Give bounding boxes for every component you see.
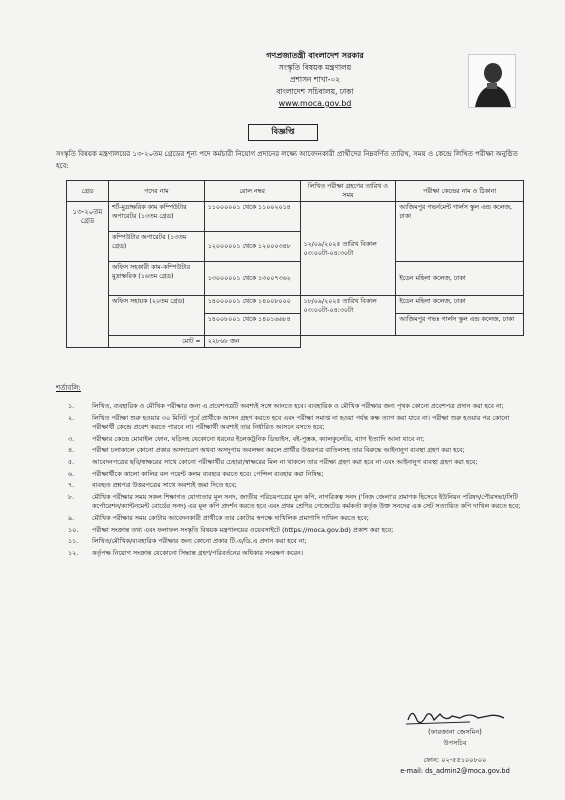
conditions-list	[56, 402, 526, 560]
roll-cell: ১৪০০০০০১ থেকে ১৪০০৮০০০	[204, 296, 300, 314]
condition-text: পরীক্ষার কেন্দ্রে মোবাইল ফোন, ঘড়িসহ যেকোনো ধরনের ইলেকট্রনিক ডিভাইস, বই-পুস্তক, ক্যালকুলেটর, ব্যাগ ইত্যাদি আনা যাবে না;	[92, 434, 425, 443]
government-title: গণপ্রজাতন্ত্রী বাংলাদেশ সরকার	[266, 51, 364, 60]
list-item	[56, 470, 526, 480]
list-item	[56, 537, 526, 547]
empty-cell	[300, 336, 524, 348]
condition-text: পরীক্ষা সংক্রান্ত তথ্য এবং ফলাফল সংস্কৃতি বিষয়ক মন্ত্রণালয়ের ওয়েবসাইটে (https://moca.gov.bd) প্রকাশ করা হবে;	[92, 525, 394, 534]
condition-number: ১২.	[68, 548, 79, 557]
condition-text: পরীক্ষার্থীকে কালো কালির বল পয়েন্ট কলম ব্যবহার করতে হবে। পেন্সিল ব্যবহার করা নিষিদ্ধ;	[92, 469, 324, 478]
signatory-designation: উপসচিব	[443, 739, 467, 747]
total-value: ২২৮৬৮ জন	[204, 336, 300, 348]
table-row	[67, 262, 524, 296]
condition-number: ৭.	[68, 481, 75, 490]
handwritten-signature	[400, 706, 510, 728]
center-cell: ইডেন মহিলা কলেজ, ঢাকা	[396, 296, 524, 314]
list-item	[56, 526, 526, 536]
condition-text: লিখিত পরীক্ষা শুরু হওয়ার ৩০ মিনিট পূর্বে প্রার্থীকে আসন গ্রহণ করতে হবে এবং পরীক্ষা সমাপ্ত না হওয়া পর্যন্ত কক্ষ ত্যাগ করা যাবে না। পরীক্ষা শুরু হওয়ার পর কোনো পরীক্ষার্থী কেন্দ্রে প্রবেশ করতে পারবে না। পরীক্ষার্থী অবশ্যই তার নির্ধারিত আসনে বসতে হবে;	[92, 413, 510, 432]
header-center: পরীক্ষা কেন্দ্রের নাম ও ঠিকানা	[396, 181, 524, 202]
condition-number: ১০.	[68, 525, 79, 534]
signatory-phone: ফোন: ০২-৫৫১০০৮০০	[423, 756, 487, 764]
ministry-website[interactable]: www.moca.gov.bd	[278, 99, 352, 108]
table-header-row	[67, 181, 524, 202]
center-cell: ইডেন মহিলা কলেজ, ঢাকা	[396, 262, 524, 296]
condition-number: ৪.	[68, 446, 75, 455]
office-location: বাংলাদেশ সচিবালয়, ঢাকা	[276, 87, 354, 96]
list-item	[56, 402, 526, 412]
signatory-email[interactable]: e-mail: ds_admin2@moca.gov.bd	[400, 767, 510, 775]
grade-cell: ১৩-২০তম গ্রেড	[67, 202, 109, 348]
roll-cell: ১৩০০০০০১ থেকে ১৩০০৭৩৬২	[204, 262, 300, 296]
roll-cell: ১৪০০৮০০১ থেকে ১৪০১৬৬৮৪	[204, 314, 300, 336]
list-item	[56, 458, 526, 468]
list-item	[56, 514, 526, 524]
roll-cell: ১২০০০০০১ থেকে ১২০০০৩৪৮	[204, 232, 300, 262]
notice-title: বিজ্ঞপ্তি	[248, 124, 318, 141]
header-roll: রোল নম্বর	[204, 181, 300, 202]
condition-number: ৮.	[68, 492, 75, 501]
post-cell: অফিস সহায়ক (২০তম গ্রেড)	[108, 296, 204, 336]
post-cell: কম্পিউটার অপারেটর (১৩তম গ্রেড)	[108, 232, 204, 262]
condition-number: ৫.	[68, 457, 75, 466]
signatory-name: (ফারজানা জেসমিন)	[428, 728, 482, 736]
schedule-cell: ১৮/০৯/২০২৫ তারিখ বিকাল ০৩:০০টা-০৪:৩০টা	[300, 296, 396, 336]
center-cell: আজিমপুর গভঃ গার্লস স্কুল এন্ড কলেজ, ঢাকা	[396, 314, 524, 336]
condition-number: ২.	[68, 413, 75, 422]
condition-text: কর্তৃপক্ষ নিয়োগ সংক্রান্ত যেকোনো সিদ্ধান্ত গ্রহণ/পরিবর্তনের অধিকার সংরক্ষণ করেন।	[92, 548, 304, 557]
post-cell: শর্ট-মুদ্রাক্ষরিক কাম কম্পিউটার অপারেটর (১৩তম গ্রেড)	[108, 202, 204, 232]
condition-number: ৯.	[68, 513, 75, 522]
exam-schedule-table	[66, 180, 524, 348]
schedule-cell: ১২/০৯/২০২৫ তারিখ বিকাল ০৩:০০টা-০৪:৩০টা	[300, 202, 396, 296]
condition-text: মৌখিক পরীক্ষার সময় সকল শিক্ষাগত যোগ্যতার মূল সনদ, জাতীয় পরিচয়পত্রের মূল কপি, নাগরিকত্ব সনদ ('নিজ জেলা'র প্রমাণক হিসেবে ইউনিয়ন পরিষদ/পৌরসভা/সিটি কর্পোরেশন/ক্যান্টনমেন্ট বোর্ডের সনদ) এর মূল কপি প্রদর্শন করতে হবে এবং প্রথম শ্রেণির গেজেটেড কর্মকর্তা কর্তৃক উক্ত সনদের এক সেট সত্যায়িত কপি দাখিল করতে হবে;	[92, 492, 521, 511]
table-row	[67, 296, 524, 314]
condition-number: ৩.	[68, 434, 75, 443]
branch-name: প্রশাসন শাখা-০২	[289, 75, 341, 84]
list-item	[56, 435, 526, 445]
conditions-heading: শর্তাবলি:	[56, 384, 81, 392]
header-post: পদের নাম	[108, 181, 204, 202]
condition-number: ১.	[68, 402, 75, 410]
condition-number: ৬.	[68, 469, 75, 478]
ministry-name: সংস্কৃতি বিষয়ক মন্ত্রণালয়	[278, 63, 352, 72]
list-item	[56, 481, 526, 491]
condition-number: ১১.	[68, 537, 79, 546]
table-row	[67, 202, 524, 232]
center-cell: আজিমপুর গভর্নমেন্ট গার্লস স্কুল এন্ড কলেজ, ঢাকা	[396, 202, 524, 262]
letterhead	[180, 50, 450, 110]
list-item	[56, 446, 526, 456]
intro-paragraph: সংস্কৃতি বিষয়ক মন্ত্রণালয়ের ১৩-২০তম গ্রেডের শূন্য পদে কর্মচারী নিয়োগ প্রদানের লক্ষ্যে আবেদনকারী প্রার্থীদের নিম্নবর্ণিত তারিখ, সময় ও কেন্দ্রে লিখিত পরীক্ষা অনুষ্ঠিত হবে:	[56, 150, 518, 170]
table-total-row	[67, 336, 524, 348]
condition-text: পরীক্ষা চলাকালে কোনো প্রকার অসদাচরণ অথবা অসদুপায় অবলম্বন করলে প্রার্থীর উত্তরপত্র বাতিলসহ তার বিরুদ্ধে আইনানুগ ব্যবস্থা গ্রহণ করা হবে;	[92, 446, 465, 455]
list-item	[56, 493, 526, 512]
condition-text: লিখিত, ব্যবহারিক ও মৌখিক পরীক্ষার জন্য এ প্রবেশপত্রটি অবশ্যই সঙ্গে আনতে হবে। ব্যবহারিক ও মৌখিক পরীক্ষার জন্য পৃথক কোনো প্রবেশপত্র প্রদান করা হবে না;	[92, 402, 504, 410]
condition-text: লিখিত/মৌখিক/ব্যবহারিক পরীক্ষার জন্য কোনো প্রকার টি.এ/ডি.এ প্রদান করা হবে না;	[92, 537, 307, 546]
total-label: মোট =	[108, 336, 204, 348]
header-schedule: লিখিত পরীক্ষা গ্রহণের তারিখ ও সময়	[300, 181, 396, 202]
list-item	[56, 549, 526, 559]
condition-text: আবেদনপত্রের ছবি/স্বাক্ষরের সাথে কোনো পরীক্ষার্থীর চেহারা/স্বাক্ষরের মিল না থাকলে তার পরীক্ষা গ্রহণ করা হবে না এবং আইনানুগ ব্যবস্থা গ্রহণ করা হবে;	[92, 457, 478, 466]
list-item	[56, 414, 526, 433]
roll-cell: ১১০০০০০১ থেকে ১১০০২০১৪	[204, 202, 300, 232]
portrait-image	[468, 54, 516, 108]
condition-text: ব্যবহৃত প্রশ্নপত্র উত্তরপত্রের সাথে অবশ্যই জমা দিতে হবে;	[92, 481, 237, 490]
post-cell: অফিস সহকারী কাম-কম্পিউটার মুদ্রাক্ষরিক (১৬তম গ্রেড)	[108, 262, 204, 296]
condition-text: মৌখিক পরীক্ষার সময় কোটায় আবেদনকারী প্রার্থীকে তার কোটার স্বপক্ষে দাখিলিক প্রমাণাদি দাখিল করতে হবে;	[92, 513, 369, 522]
header-grade: গ্রেড	[67, 181, 109, 202]
